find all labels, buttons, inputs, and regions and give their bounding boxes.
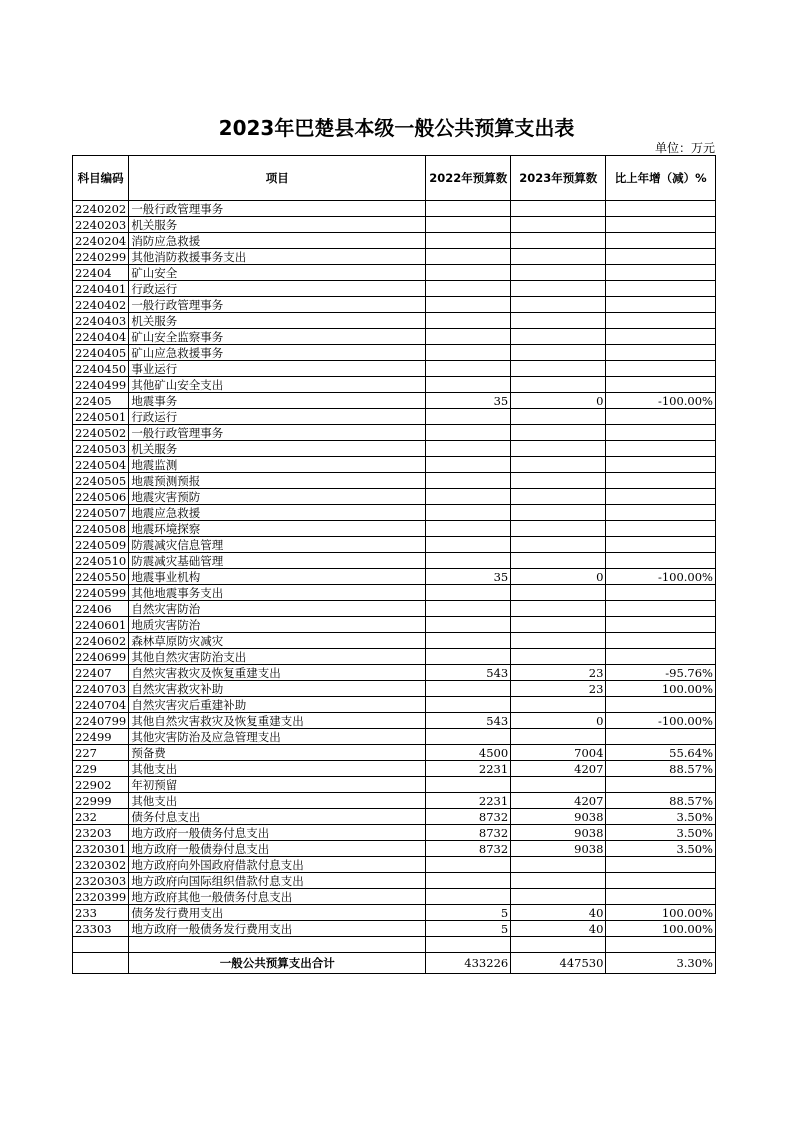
row-name: 地震预测预报 xyxy=(129,473,426,489)
table-row xyxy=(73,713,716,729)
row-change xyxy=(606,889,716,905)
total-change: 3.30% xyxy=(606,953,716,974)
row-2023 xyxy=(511,729,606,745)
row-code: 229 xyxy=(73,761,129,777)
row-name: 自然灾害救灾补助 xyxy=(129,681,426,697)
row-name: 消防应急救援 xyxy=(129,233,426,249)
row-code: 23303 xyxy=(73,921,129,937)
row-2023 xyxy=(511,297,606,313)
table-row xyxy=(73,569,716,585)
row-change xyxy=(606,425,716,441)
row-2022: 35 xyxy=(426,569,511,585)
row-2023: 40 xyxy=(511,905,606,921)
row-2023: 0 xyxy=(511,393,606,409)
row-code: 2320302 xyxy=(73,857,129,873)
row-2023 xyxy=(511,777,606,793)
row-2022 xyxy=(426,345,511,361)
row-2022 xyxy=(426,297,511,313)
row-code: 2240299 xyxy=(73,249,129,265)
table-row xyxy=(73,217,716,233)
row-2023 xyxy=(511,697,606,713)
row-2022 xyxy=(426,601,511,617)
row-code: 2240601 xyxy=(73,617,129,633)
table-header-row xyxy=(73,156,716,201)
row-name: 矿山安全 xyxy=(129,265,426,281)
table-row xyxy=(73,377,716,393)
row-code: 2240599 xyxy=(73,585,129,601)
row-2023 xyxy=(511,505,606,521)
row-2022: 4500 xyxy=(426,745,511,761)
row-name: 地震事务 xyxy=(129,393,426,409)
row-name: 地方政府向外国政府借款付息支出 xyxy=(129,857,426,873)
table-row xyxy=(73,409,716,425)
row-change: -100.00% xyxy=(606,569,716,585)
row-2022: 543 xyxy=(426,665,511,681)
table-row xyxy=(73,809,716,825)
table-row xyxy=(73,761,716,777)
row-name: 其他自然灾害救灾及恢复重建支出 xyxy=(129,713,426,729)
row-2023 xyxy=(511,937,606,953)
row-name: 矿山安全监察事务 xyxy=(129,329,426,345)
row-change: 88.57% xyxy=(606,761,716,777)
row-name: 地震监测 xyxy=(129,457,426,473)
row-change: 3.50% xyxy=(606,841,716,857)
row-name: 自然灾害防治 xyxy=(129,601,426,617)
row-name: 机关服务 xyxy=(129,217,426,233)
table-row xyxy=(73,249,716,265)
table-row xyxy=(73,361,716,377)
total-2022: 433226 xyxy=(426,953,511,974)
row-code: 22406 xyxy=(73,601,129,617)
row-change xyxy=(606,377,716,393)
row-change xyxy=(606,633,716,649)
row-change: 100.00% xyxy=(606,905,716,921)
row-code: 2240202 xyxy=(73,201,129,217)
row-2023: 9038 xyxy=(511,841,606,857)
row-code: 2320303 xyxy=(73,873,129,889)
row-2023 xyxy=(511,201,606,217)
table-row xyxy=(73,457,716,473)
row-name: 其他消防救援事务支出 xyxy=(129,249,426,265)
table-row xyxy=(73,505,716,521)
row-name: 地方政府向国际组织借款付息支出 xyxy=(129,873,426,889)
row-code: 2240203 xyxy=(73,217,129,233)
table-row xyxy=(73,329,716,345)
row-code: 2240505 xyxy=(73,473,129,489)
row-2022 xyxy=(426,281,511,297)
table-row xyxy=(73,521,716,537)
row-code: 2240501 xyxy=(73,409,129,425)
row-code: 23203 xyxy=(73,825,129,841)
total-name: 一般公共预算支出合计 xyxy=(129,953,426,974)
table-row xyxy=(73,841,716,857)
row-2023 xyxy=(511,313,606,329)
header-2022: 2022年预算数 xyxy=(426,156,511,201)
table-row xyxy=(73,537,716,553)
row-2022: 35 xyxy=(426,393,511,409)
row-change xyxy=(606,585,716,601)
row-2023 xyxy=(511,377,606,393)
header-change: 比上年增（减）% xyxy=(606,156,716,201)
header-code: 科目编码 xyxy=(73,156,129,201)
row-2023 xyxy=(511,601,606,617)
row-change xyxy=(606,873,716,889)
row-name: 一般行政管理事务 xyxy=(129,201,426,217)
row-change: 55.64% xyxy=(606,745,716,761)
row-code: 2240799 xyxy=(73,713,129,729)
row-2022: 543 xyxy=(426,713,511,729)
row-change: 88.57% xyxy=(606,793,716,809)
page-title: 2023年巴楚县本级一般公共预算支出表 xyxy=(218,116,575,140)
row-2022 xyxy=(426,633,511,649)
row-name: 一般行政管理事务 xyxy=(129,297,426,313)
row-change xyxy=(606,697,716,713)
row-code: 2240401 xyxy=(73,281,129,297)
row-2022: 2231 xyxy=(426,793,511,809)
row-code: 22404 xyxy=(73,265,129,281)
row-2023: 23 xyxy=(511,681,606,697)
row-name: 机关服务 xyxy=(129,441,426,457)
table-row xyxy=(73,777,716,793)
row-2022 xyxy=(426,329,511,345)
row-2022 xyxy=(426,425,511,441)
row-name: 其他支出 xyxy=(129,761,426,777)
table-row xyxy=(73,697,716,713)
row-change xyxy=(606,505,716,521)
row-code: 2240204 xyxy=(73,233,129,249)
row-change xyxy=(606,313,716,329)
unit-label: 单位：万元 xyxy=(654,141,715,155)
table-row xyxy=(73,281,716,297)
table-row xyxy=(73,793,716,809)
row-name: 防震减灾信息管理 xyxy=(129,537,426,553)
row-code: 2240509 xyxy=(73,537,129,553)
row-2023 xyxy=(511,457,606,473)
row-code: 2240703 xyxy=(73,681,129,697)
row-name: 防震减灾基础管理 xyxy=(129,553,426,569)
row-change xyxy=(606,361,716,377)
row-2022 xyxy=(426,681,511,697)
row-name: 地质灾害防治 xyxy=(129,617,426,633)
row-change xyxy=(606,553,716,569)
row-2023 xyxy=(511,425,606,441)
table-row xyxy=(73,649,716,665)
row-name: 地方政府其他一般债务付息支出 xyxy=(129,889,426,905)
row-2022 xyxy=(426,217,511,233)
row-2022 xyxy=(426,729,511,745)
row-2022 xyxy=(426,617,511,633)
row-code: 22999 xyxy=(73,793,129,809)
row-2023 xyxy=(511,345,606,361)
row-2023 xyxy=(511,233,606,249)
row-2022 xyxy=(426,489,511,505)
row-code: 2240504 xyxy=(73,457,129,473)
row-name: 其他自然灾害防治支出 xyxy=(129,649,426,665)
row-2023 xyxy=(511,473,606,489)
row-2023 xyxy=(511,489,606,505)
row-name: 其他灾害防治及应急管理支出 xyxy=(129,729,426,745)
row-change: 3.50% xyxy=(606,809,716,825)
table-row xyxy=(73,681,716,697)
row-2022 xyxy=(426,553,511,569)
table-row xyxy=(73,393,716,409)
row-2022: 2231 xyxy=(426,761,511,777)
row-name: 预备费 xyxy=(129,745,426,761)
row-2022 xyxy=(426,473,511,489)
row-change xyxy=(606,281,716,297)
row-2023: 9038 xyxy=(511,809,606,825)
row-change xyxy=(606,265,716,281)
row-code xyxy=(73,937,129,953)
row-name: 地震环境探察 xyxy=(129,521,426,537)
row-code: 2240699 xyxy=(73,649,129,665)
row-code: 2240503 xyxy=(73,441,129,457)
table-row xyxy=(73,585,716,601)
budget-table xyxy=(72,155,716,974)
row-code: 2240507 xyxy=(73,505,129,521)
row-change xyxy=(606,937,716,953)
row-2023 xyxy=(511,329,606,345)
row-change xyxy=(606,489,716,505)
row-code: 2240502 xyxy=(73,425,129,441)
row-2023 xyxy=(511,553,606,569)
row-2022: 5 xyxy=(426,905,511,921)
total-2023: 447530 xyxy=(511,953,606,974)
row-code: 2240704 xyxy=(73,697,129,713)
row-2023 xyxy=(511,633,606,649)
row-2023 xyxy=(511,521,606,537)
table-row xyxy=(73,873,716,889)
row-2023: 0 xyxy=(511,713,606,729)
row-name: 森林草原防灾减灾 xyxy=(129,633,426,649)
row-2022 xyxy=(426,313,511,329)
row-2023: 9038 xyxy=(511,825,606,841)
row-2022 xyxy=(426,377,511,393)
table-row xyxy=(73,729,716,745)
row-name: 其他地震事务支出 xyxy=(129,585,426,601)
row-2022 xyxy=(426,889,511,905)
row-2022 xyxy=(426,777,511,793)
row-code: 2240405 xyxy=(73,345,129,361)
row-2023 xyxy=(511,409,606,425)
row-name: 债务付息支出 xyxy=(129,809,426,825)
row-2022 xyxy=(426,201,511,217)
row-code: 2240403 xyxy=(73,313,129,329)
table-row xyxy=(73,921,716,937)
row-code: 2240602 xyxy=(73,633,129,649)
row-name: 矿山应急救援事务 xyxy=(129,345,426,361)
row-code: 2240510 xyxy=(73,553,129,569)
row-2023 xyxy=(511,889,606,905)
table-row xyxy=(73,201,716,217)
total-row xyxy=(73,953,716,974)
row-change xyxy=(606,409,716,425)
row-change xyxy=(606,649,716,665)
row-name: 机关服务 xyxy=(129,313,426,329)
row-2022 xyxy=(426,537,511,553)
row-change xyxy=(606,329,716,345)
table-row xyxy=(73,489,716,505)
row-name: 地方政府一般债务付息支出 xyxy=(129,825,426,841)
row-2022: 8732 xyxy=(426,825,511,841)
row-change xyxy=(606,537,716,553)
row-name: 行政运行 xyxy=(129,409,426,425)
row-change xyxy=(606,473,716,489)
row-2022 xyxy=(426,505,511,521)
row-change: 100.00% xyxy=(606,681,716,697)
table-row xyxy=(73,345,716,361)
row-2023: 23 xyxy=(511,665,606,681)
row-2023 xyxy=(511,649,606,665)
table-row xyxy=(73,601,716,617)
row-2023 xyxy=(511,249,606,265)
row-2023: 0 xyxy=(511,569,606,585)
row-2022 xyxy=(426,857,511,873)
row-code: 2240506 xyxy=(73,489,129,505)
row-code: 2240499 xyxy=(73,377,129,393)
row-change: 100.00% xyxy=(606,921,716,937)
row-change xyxy=(606,601,716,617)
row-2023 xyxy=(511,361,606,377)
row-name: 地方政府一般债券付息支出 xyxy=(129,841,426,857)
row-2023 xyxy=(511,265,606,281)
row-2023 xyxy=(511,585,606,601)
table-row xyxy=(73,313,716,329)
row-2023: 7004 xyxy=(511,745,606,761)
row-name: 其他支出 xyxy=(129,793,426,809)
row-2023: 4207 xyxy=(511,761,606,777)
row-name: 地震事业机构 xyxy=(129,569,426,585)
table-row xyxy=(73,425,716,441)
table-row xyxy=(73,889,716,905)
row-2022 xyxy=(426,873,511,889)
row-change xyxy=(606,777,716,793)
row-change xyxy=(606,441,716,457)
row-code: 22405 xyxy=(73,393,129,409)
row-change xyxy=(606,857,716,873)
table-row xyxy=(73,617,716,633)
row-name: 行政运行 xyxy=(129,281,426,297)
row-change xyxy=(606,345,716,361)
row-2022 xyxy=(426,585,511,601)
row-name: 自然灾害灾后重建补助 xyxy=(129,697,426,713)
row-2022: 8732 xyxy=(426,841,511,857)
row-name: 事业运行 xyxy=(129,361,426,377)
table-row xyxy=(73,905,716,921)
table-body xyxy=(73,201,716,953)
row-change: -95.76% xyxy=(606,665,716,681)
row-2022 xyxy=(426,937,511,953)
row-change xyxy=(606,617,716,633)
table-row xyxy=(73,825,716,841)
table-row xyxy=(73,473,716,489)
row-name: 一般行政管理事务 xyxy=(129,425,426,441)
row-change xyxy=(606,217,716,233)
row-2023 xyxy=(511,441,606,457)
row-2022 xyxy=(426,441,511,457)
row-2022 xyxy=(426,361,511,377)
row-2022 xyxy=(426,457,511,473)
header-2023: 2023年预算数 xyxy=(511,156,606,201)
table-row xyxy=(73,633,716,649)
row-change xyxy=(606,201,716,217)
row-2022 xyxy=(426,521,511,537)
row-name: 其他矿山安全支出 xyxy=(129,377,426,393)
row-2023 xyxy=(511,873,606,889)
table-row xyxy=(73,745,716,761)
row-2022: 5 xyxy=(426,921,511,937)
row-name: 地震应急救援 xyxy=(129,505,426,521)
row-2023 xyxy=(511,537,606,553)
row-name: 地震灾害预防 xyxy=(129,489,426,505)
row-2023 xyxy=(511,857,606,873)
row-change xyxy=(606,233,716,249)
row-change xyxy=(606,297,716,313)
row-code: 2240404 xyxy=(73,329,129,345)
row-code: 2240508 xyxy=(73,521,129,537)
row-change xyxy=(606,729,716,745)
table-row xyxy=(73,937,716,953)
row-2022: 8732 xyxy=(426,809,511,825)
row-code: 2320399 xyxy=(73,889,129,905)
row-2022 xyxy=(426,649,511,665)
row-2023 xyxy=(511,281,606,297)
row-change: -100.00% xyxy=(606,393,716,409)
row-2022 xyxy=(426,409,511,425)
row-code: 227 xyxy=(73,745,129,761)
row-change: 3.50% xyxy=(606,825,716,841)
row-change xyxy=(606,249,716,265)
row-2022 xyxy=(426,233,511,249)
row-2022 xyxy=(426,697,511,713)
row-code: 22499 xyxy=(73,729,129,745)
row-name: 债务发行费用支出 xyxy=(129,905,426,921)
row-2022 xyxy=(426,265,511,281)
table-row xyxy=(73,297,716,313)
row-change xyxy=(606,457,716,473)
row-code: 2240402 xyxy=(73,297,129,313)
row-code: 22902 xyxy=(73,777,129,793)
row-2023: 4207 xyxy=(511,793,606,809)
table-row xyxy=(73,265,716,281)
table-row xyxy=(73,665,716,681)
row-change xyxy=(606,521,716,537)
header-name: 项目 xyxy=(129,156,426,201)
table-row xyxy=(73,553,716,569)
row-code: 232 xyxy=(73,809,129,825)
table-row xyxy=(73,857,716,873)
row-2023 xyxy=(511,617,606,633)
row-change: -100.00% xyxy=(606,713,716,729)
table-row xyxy=(73,233,716,249)
row-code: 2320301 xyxy=(73,841,129,857)
row-name: 自然灾害救灾及恢复重建支出 xyxy=(129,665,426,681)
row-code: 2240450 xyxy=(73,361,129,377)
row-name: 地方政府一般债务发行费用支出 xyxy=(129,921,426,937)
total-code xyxy=(73,953,129,974)
row-code: 233 xyxy=(73,905,129,921)
row-code: 2240550 xyxy=(73,569,129,585)
row-2023 xyxy=(511,217,606,233)
row-code: 22407 xyxy=(73,665,129,681)
row-2022 xyxy=(426,249,511,265)
table-row xyxy=(73,441,716,457)
row-2023: 40 xyxy=(511,921,606,937)
row-name: 年初预留 xyxy=(129,777,426,793)
row-name xyxy=(129,937,426,953)
